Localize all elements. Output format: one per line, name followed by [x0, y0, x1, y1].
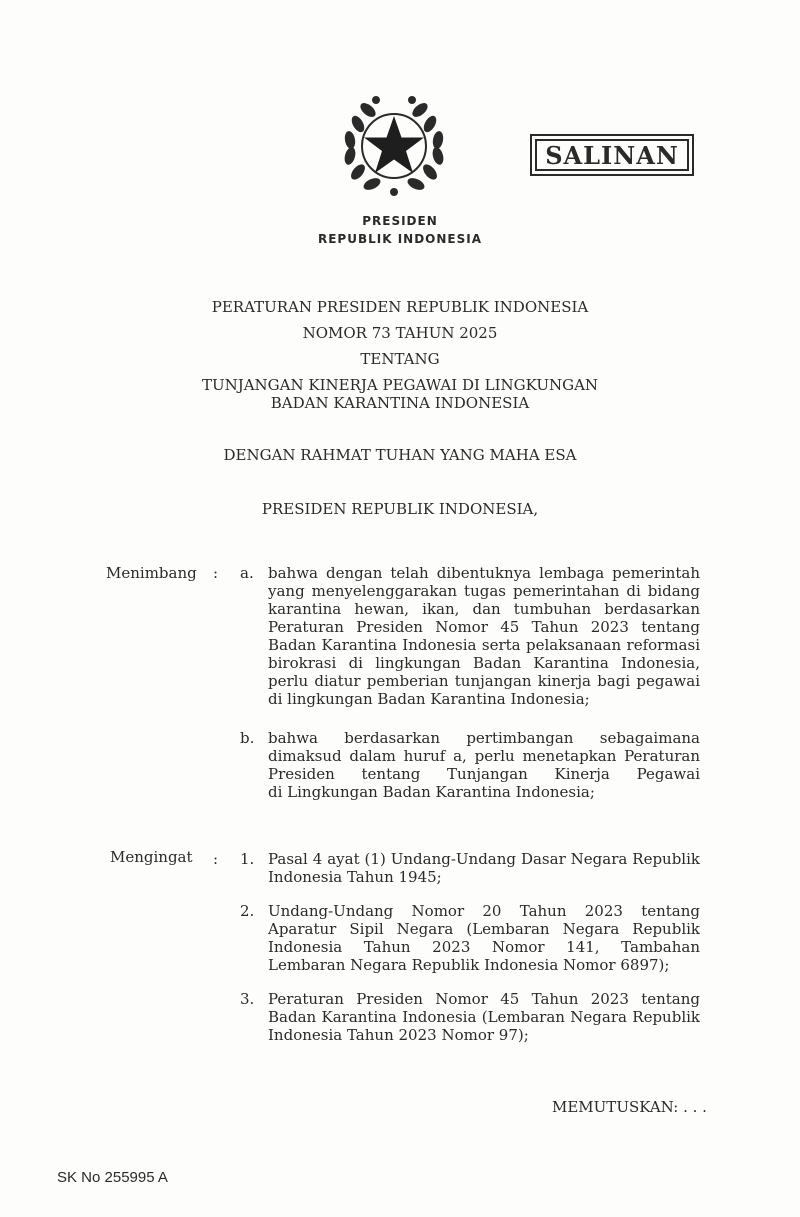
mengingat-item-1 [268, 850, 700, 886]
text-line: yang menyelenggarakan tugas pemerintahan di bidang [268, 582, 700, 600]
text-line: dimaksud dalam huruf a, perlu menetapkan Peraturan [268, 747, 700, 765]
authority-line: PRESIDEN REPUBLIK INDONESIA, [261, 500, 539, 518]
text-line: Peraturan Presiden Nomor 45 Tahun 2023 tentang [268, 618, 700, 636]
text-line: Pasal 4 ayat (1) Undang-Undang Dasar Negara Republik [268, 850, 700, 868]
text-line: di lingkungan Badan Karantina Indonesia; [268, 690, 590, 708]
text-line: Badan Karantina Indonesia serta pelaksanaan reformasi [268, 636, 700, 654]
salinan-stamp: SALINAN [530, 134, 694, 176]
menimbang-colon: : [213, 564, 219, 582]
mengingat-item-3 [268, 990, 700, 1044]
text-line: Lembaran Negara Republik Indonesia Nomor 6897); [268, 956, 670, 974]
text-line: Indonesia Tahun 2023 Nomor 97); [268, 1026, 529, 1044]
mengingat-marker-1: 1. [240, 850, 255, 868]
regulation-subject-line1: TUNJANGAN KINERJA PEGAWAI DI LINGKUNGAN [201, 376, 599, 394]
office-title-line1: PRESIDEN [362, 214, 438, 228]
text-line: Peraturan Presiden Nomor 45 Tahun 2023 tentang [268, 990, 700, 1008]
office-title-line2: REPUBLIK INDONESIA [317, 232, 482, 246]
regulation-subject-line2: BADAN KARANTINA INDONESIA [270, 394, 530, 412]
text-line: Indonesia Tahun 1945; [268, 868, 442, 886]
mengingat-item-2 [268, 902, 700, 974]
text-line: di Lingkungan Badan Karantina Indonesia; [268, 783, 595, 801]
text-line: perlu diatur pemberian tunjangan kinerja bagi pegawai [268, 672, 700, 690]
text-line: Badan Karantina Indonesia (Lembaran Negara Republik [268, 1008, 700, 1026]
mengingat-marker-3: 3. [240, 990, 255, 1008]
continuation-marker: MEMUTUSKAN: . . . [552, 1098, 707, 1116]
mengingat-colon: : [213, 850, 219, 868]
text-line: karantina hewan, ikan, dan tumbuhan berdasarkan [268, 600, 700, 618]
text-line: Indonesia Tahun 2023 Nomor 141, Tambahan [268, 938, 700, 956]
menimbang-marker-a: a. [240, 564, 254, 582]
text-line: Aparatur Sipil Negara (Lembaran Negara Republik [268, 920, 700, 938]
regulation-number: NOMOR 73 TAHUN 2025 [302, 324, 498, 342]
menimbang-item-a [268, 564, 700, 708]
presidential-emblem-icon [338, 88, 450, 200]
text-line: bahwa berdasarkan pertimbangan sebagaimana [268, 729, 700, 747]
menimbang-label: Menimbang [106, 564, 197, 582]
regulation-about: TENTANG [360, 350, 440, 368]
invocation: DENGAN RAHMAT TUHAN YANG MAHA ESA [223, 446, 577, 464]
mengingat-marker-2: 2. [240, 902, 255, 920]
menimbang-marker-b: b. [240, 729, 255, 747]
regulation-title: PERATURAN PRESIDEN REPUBLIK INDONESIA [211, 298, 589, 316]
menimbang-item-b [268, 729, 700, 801]
text-line: Undang-Undang Nomor 20 Tahun 2023 tentang [268, 902, 700, 920]
text-line: Presiden tentang Tunjangan Kinerja Pegawai [268, 765, 700, 783]
text-line: birokrasi di lingkungan Badan Karantina Indonesia, [268, 654, 700, 672]
text-line: bahwa dengan telah dibentuknya lembaga pemerintah [268, 564, 700, 582]
mengingat-label: Mengingat [110, 848, 193, 866]
sk-number: SK No 255995 A [57, 1169, 168, 1186]
